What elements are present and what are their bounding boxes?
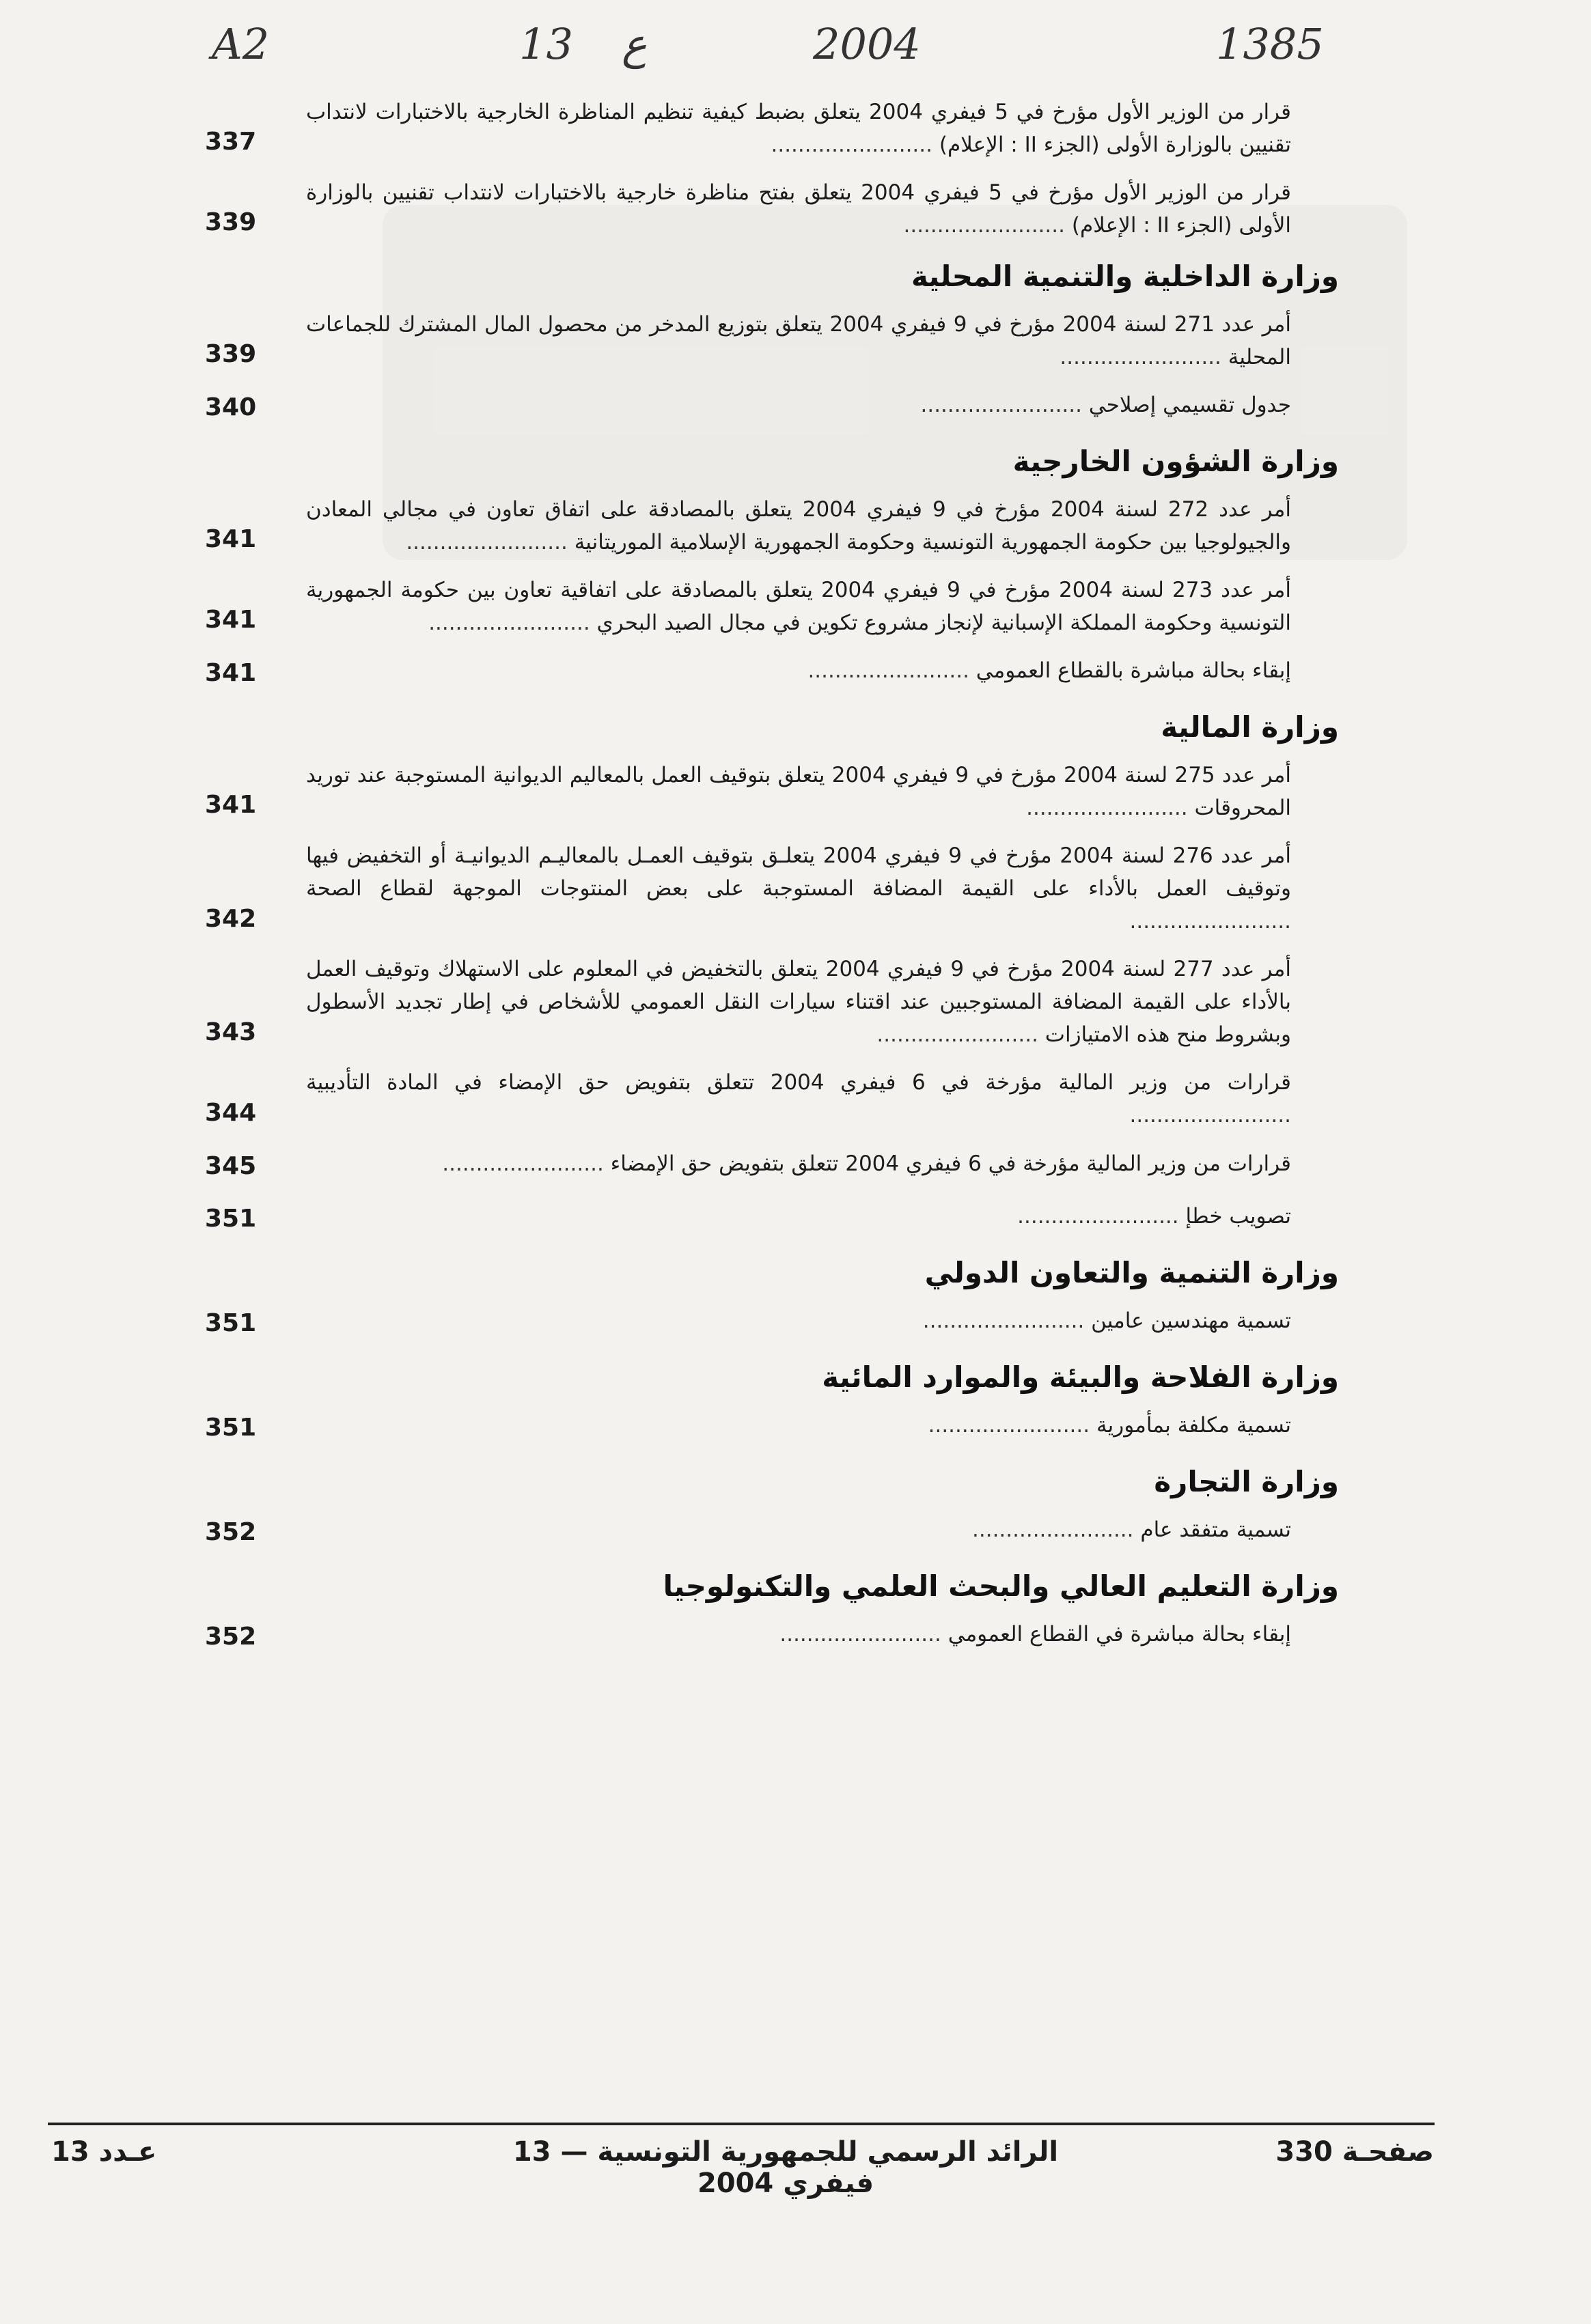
toc-section <box>205 1360 1339 1447</box>
toc-entry <box>205 574 1291 639</box>
leader-dots: ........................ <box>920 393 1089 418</box>
entry-text <box>306 839 1291 938</box>
entry-title: أمر عدد 277 لسنة 2004 مؤرخ في 9 فيفري 2004 يتعلق بالتخفيض في المعلوم على الاستهلاك وتوقيف العمل بالأداء على القيمة المضافة المستوجبين عند اقتناء سيارات النقل العمومي للأشخاص في إطار تجديد الأسطول وبشروط منح هذه الامتيازات <box>306 957 1291 1048</box>
entry-text <box>306 1618 1291 1656</box>
toc-section <box>205 96 1339 242</box>
toc-entry <box>205 389 1291 427</box>
leader-dots: ........................ <box>876 1022 1045 1048</box>
entry-title: قرارات من وزير المالية مؤرخة في 6 فيفري 2004 تتعلق بتفويض حق الإمضاء في المادة التأديبية <box>306 1070 1291 1095</box>
entry-text <box>306 1200 1291 1238</box>
toc-section <box>205 260 1339 427</box>
entry-page-number: 351 <box>205 1309 257 1338</box>
entry-page-number: 352 <box>205 1622 257 1651</box>
entry-title: قرار من الوزير الأول مؤرخ في 5 فيفري 2004 يتعلق بضبط كيفية تنظيم المناظرة الخارجية بالاختبارات لانتداب تقنيين بالوزارة الأولى (الجزء II : الإعلام) <box>306 100 1291 158</box>
entry-text <box>306 493 1291 559</box>
leader-dots: ........................ <box>922 1308 1092 1334</box>
leader-dots: ........................ <box>406 530 575 555</box>
toc-section <box>205 1569 1339 1656</box>
toc-entry <box>205 176 1291 242</box>
entry-title: تسمية مهندسين عامين <box>1091 1308 1291 1334</box>
entry-page-number: 342 <box>205 904 257 933</box>
handwritten-note-right: 1385 <box>1216 19 1324 69</box>
entry-text <box>306 1304 1291 1343</box>
toc-entry <box>205 1304 1291 1343</box>
toc-entry <box>205 759 1291 824</box>
toc-entry <box>205 1147 1291 1186</box>
entry-text <box>306 759 1291 824</box>
footer-rule <box>48 2123 1435 2125</box>
toc-entry <box>205 1066 1291 1132</box>
entry-title: أمر عدد 272 لسنة 2004 مؤرخ في 9 فيفري 2004 يتعلق بالمصادقة على اتفاق تعاون في مجالي المعادن والجيولوجيا بين حكومة الجمهورية التونسية وحكومة الجمهورية الإسلامية الموريتانية <box>306 497 1291 555</box>
section-title: وزارة التجارة <box>1154 1464 1339 1498</box>
leader-dots: ........................ <box>428 611 597 636</box>
entry-title: تسمية متفقد عام <box>1140 1517 1291 1542</box>
entry-text <box>306 1147 1291 1186</box>
leader-dots: ........................ <box>771 132 939 158</box>
toc-entry <box>205 953 1291 1051</box>
entry-text <box>306 389 1291 427</box>
entry-page-number: 344 <box>205 1098 257 1127</box>
entry-title: تصويب خطإ <box>1185 1204 1291 1229</box>
footer-issue-number: عـدد 13 <box>51 2136 157 2168</box>
entry-page-number: 351 <box>205 1413 257 1442</box>
leader-dots: ........................ <box>1060 345 1228 370</box>
entry-title: جدول تقسيمي إصلاحي <box>1088 393 1291 418</box>
entry-text <box>306 308 1291 374</box>
entry-page-number: 339 <box>205 208 257 237</box>
toc-entry <box>205 839 1291 938</box>
toc-section <box>205 445 1339 692</box>
entry-title: إبقاء بحالة مباشرة بالقطاع العمومي <box>976 658 1291 684</box>
leader-dots: ........................ <box>903 213 1072 238</box>
entry-text <box>306 1066 1291 1132</box>
entry-page-number: 339 <box>205 340 257 369</box>
leader-dots: ........................ <box>807 658 976 684</box>
leader-dots: ........................ <box>1017 1204 1186 1229</box>
entry-title: أمر عدد 273 لسنة 2004 مؤرخ في 9 فيفري 2004 يتعلق بالمصادقة على اتفاقية تعاون بين حكومة الجمهورية التونسية وحكومة المملكة الإسبانية لإنجاز مشروع تكوين في مجال الصيد البحري <box>306 578 1291 636</box>
entry-title: قرار من الوزير الأول مؤرخ في 5 فيفري 2004 يتعلق بفتح مناظرة خارجية بالاختبارات لانتداب تقنيين بالوزارة الأولى (الجزء II : الإعلام) <box>306 180 1292 238</box>
footer-publication-title: الرائد الرسمي للجمهورية التونسية — 13 فيفري 2004 <box>512 2136 1059 2199</box>
entry-text <box>306 574 1291 639</box>
entry-text <box>306 1409 1291 1447</box>
toc-entry <box>205 96 1291 161</box>
toc-section <box>205 1465 1339 1552</box>
toc-entry <box>205 1513 1291 1552</box>
section-title: وزارة التعليم العالي والبحث العلمي والتكنولوجيا <box>663 1569 1339 1603</box>
handwritten-note-year: 2004 <box>813 19 921 69</box>
entry-text <box>306 654 1291 692</box>
toc-entry <box>205 308 1291 374</box>
leader-dots: ........................ <box>972 1517 1141 1542</box>
entry-page-number: 351 <box>205 1205 257 1233</box>
entry-page-number: 337 <box>205 128 257 156</box>
entry-title: أمر عدد 276 لسنة 2004 مؤرخ في 9 فيفري 2004 يتعلـق بتوقيف العمـل بالمعاليـم الديوانيـة أو التخفيض فيها وتوقيف العمل بالأداء على القيمة المضافة المستوجبة على بعض المنتوجات الموجهة لقطاع الصحة <box>306 843 1291 901</box>
leader-dots: ........................ <box>928 1412 1096 1438</box>
toc-section <box>205 710 1339 1238</box>
leader-dots: ........................ <box>779 1621 948 1647</box>
entry-page-number: 341 <box>205 525 257 554</box>
toc-entry <box>205 654 1291 692</box>
entry-page-number: 341 <box>205 659 257 688</box>
leader-dots: ........................ <box>1129 909 1291 934</box>
handwritten-note-left: A2 <box>212 19 270 69</box>
section-title: وزارة الداخلية والتنمية المحلية <box>911 260 1339 294</box>
entry-page-number: 341 <box>205 606 257 634</box>
entry-title: إبقاء بحالة مباشرة في القطاع العمومي <box>947 1621 1291 1647</box>
entry-text <box>306 96 1291 161</box>
entry-page-number: 340 <box>205 393 257 422</box>
leader-dots: ........................ <box>1026 796 1195 821</box>
table-of-contents <box>205 96 1339 1673</box>
entry-page-number: 352 <box>205 1517 257 1546</box>
entry-title: أمر عدد 275 لسنة 2004 مؤرخ في 9 فيفري 2004 يتعلق بتوقيف العمل بالمعاليم الديوانية المستوجبة عند توريد المحروقات <box>306 763 1292 821</box>
leader-dots: ........................ <box>1129 1103 1291 1128</box>
entry-title: أمر عدد 271 لسنة 2004 مؤرخ في 9 فيفري 2004 يتعلق بتوزيع المدخر من محصول المال المشترك للجماعات المحلية <box>306 312 1292 370</box>
footer-page-number: صفحـة 330 <box>1275 2136 1434 2168</box>
toc-entry <box>205 1618 1291 1656</box>
entry-page-number: 341 <box>205 791 257 820</box>
section-title: وزارة الشؤون الخارجية <box>1012 445 1339 479</box>
entry-text <box>306 953 1291 1051</box>
toc-entry <box>205 493 1291 559</box>
entry-page-number: 345 <box>205 1151 257 1180</box>
entry-title: قرارات من وزير المالية مؤرخة في 6 فيفري 2004 تتعلق بتفويض حق الإمضاء <box>610 1151 1291 1176</box>
toc-entry <box>205 1200 1291 1238</box>
handwritten-note-letter: ع <box>622 19 647 69</box>
section-title: وزارة المالية <box>1161 710 1339 744</box>
toc-entry <box>205 1409 1291 1447</box>
handwritten-note-issue: 13 <box>519 19 573 69</box>
entry-text <box>306 1513 1291 1552</box>
section-title: وزارة التنمية والتعاون الدولي <box>924 1256 1339 1290</box>
leader-dots: ........................ <box>442 1151 611 1176</box>
section-title: وزارة الفلاحة والبيئة والموارد المائية <box>822 1360 1339 1394</box>
entry-page-number: 343 <box>205 1018 257 1046</box>
toc-section <box>205 1256 1339 1343</box>
entry-title: تسمية مكلفة بمأمورية <box>1096 1412 1291 1438</box>
entry-text <box>306 176 1291 242</box>
